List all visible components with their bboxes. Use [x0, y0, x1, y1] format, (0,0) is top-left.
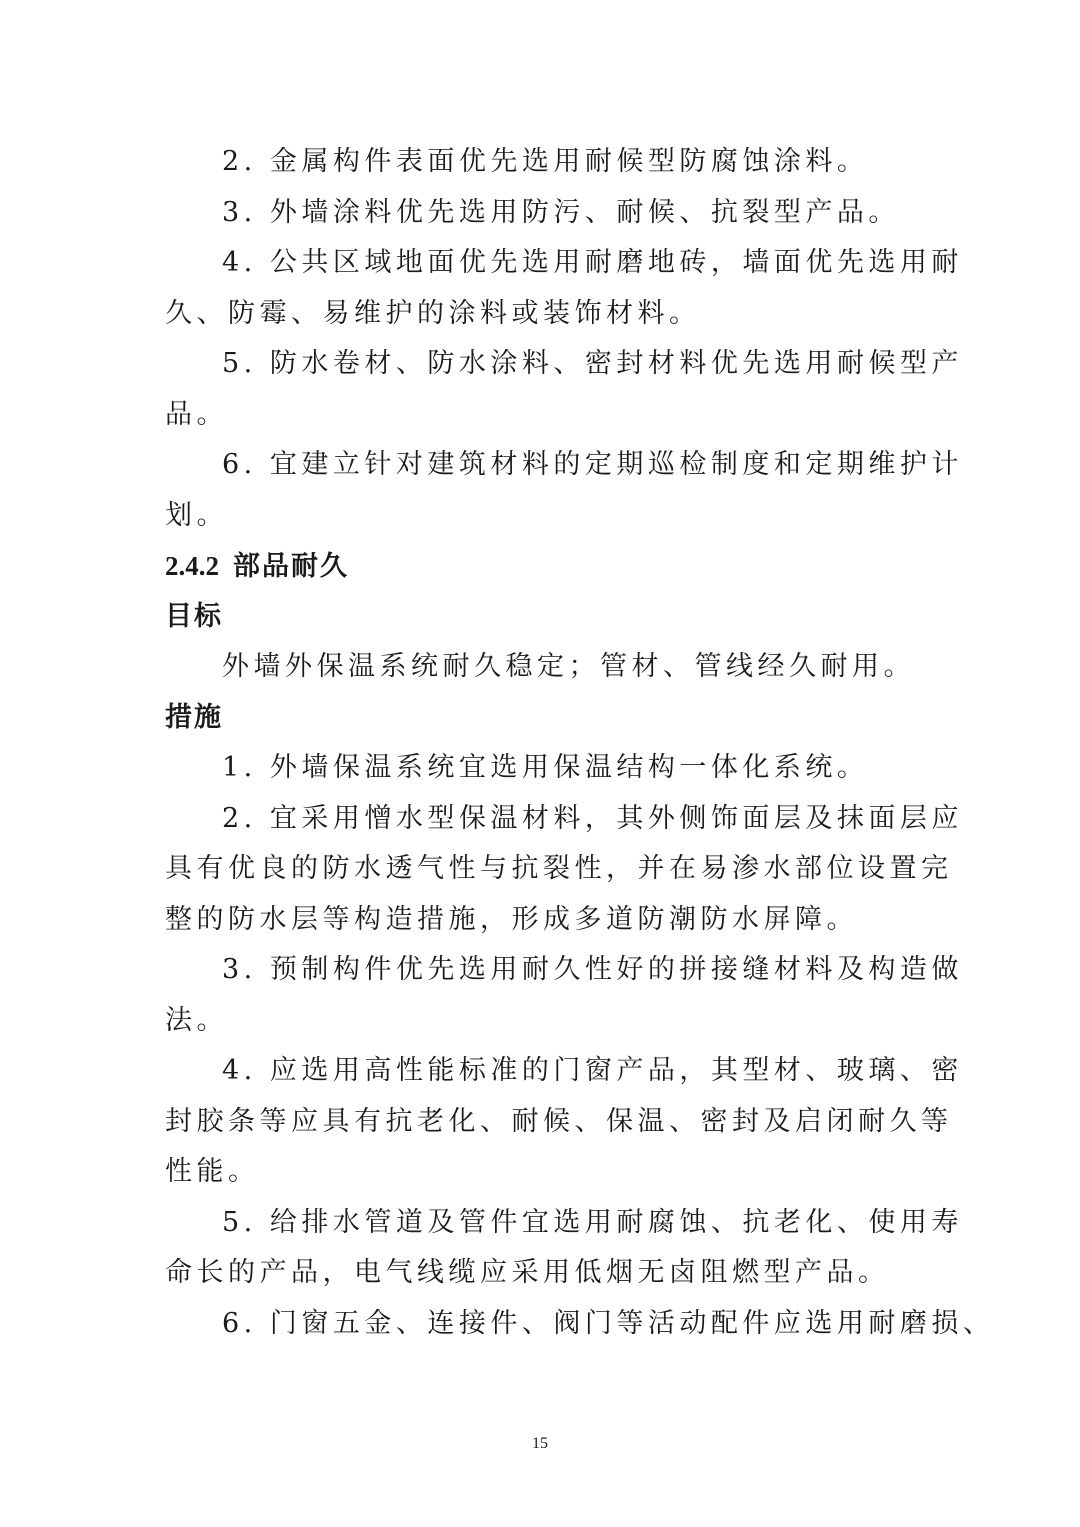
text-line: 命长的产品，电气线缆应采用低烟无卤阻燃型产品。 — [165, 1257, 890, 1288]
text-line: 具有优良的防水透气性与抗裂性，并在易渗水部位设置完 — [165, 853, 953, 884]
text-line: 3. 外墙涂料优先选用防污、耐候、抗裂型产品。 — [222, 196, 900, 228]
text-line: 2. 金属构件表面优先选用耐候型防腐蚀涂料。 — [222, 146, 869, 177]
goal-text: 外墙外保温系统耐久稳定；管材、管线经久耐用。 — [222, 651, 915, 682]
measure-item-1 — [165, 743, 915, 794]
paragraph-material-4 — [165, 238, 963, 339]
measure-item-6 — [165, 1299, 995, 1350]
paragraph-material-2 — [165, 137, 915, 188]
text-line: 性能。 — [165, 1156, 260, 1187]
goal-heading: 目标 — [165, 600, 223, 632]
text-line: 5. 给排水管道及管件宜选用耐腐蚀、抗老化、使用寿 — [222, 1206, 963, 1238]
section-heading — [165, 541, 915, 592]
measures-heading: 措施 — [165, 701, 223, 733]
page-number: 15 — [532, 1435, 548, 1452]
text-line: 2. 宜采用憎水型保温材料，其外侧饰面层及抹面层应 — [222, 802, 963, 834]
text-line: 法。 — [165, 1004, 228, 1036]
measure-item-2 — [165, 794, 963, 946]
text-line: 久、防霉、易维护的涂料或装饰材料。 — [165, 297, 701, 329]
text-line: 整的防水层等构造措施，形成多道防潮防水屏障。 — [165, 903, 858, 935]
measure-item-3 — [165, 945, 963, 1046]
text-line: 6. 宜建立针对建筑材料的定期巡检制度和定期维护计 — [222, 449, 963, 480]
text-line: 划。 — [165, 499, 228, 531]
section-number: 2.4.2 — [165, 551, 219, 581]
text-line: 4. 应选用高性能标准的门窗产品，其型材、玻璃、密 — [222, 1055, 963, 1086]
paragraph-material-6 — [165, 440, 963, 541]
measure-item-4 — [165, 1046, 963, 1198]
paragraph-material-3 — [165, 188, 915, 239]
document-body — [165, 137, 995, 1349]
text-line: 3. 预制构件优先选用耐久性好的拼接缝材料及构造做 — [222, 954, 963, 985]
text-line: 6. 门窗五金、连接件、阀门等活动配件应选用耐磨损、 — [222, 1307, 995, 1339]
text-line: 5. 防水卷材、防水涂料、密封材料优先选用耐候型产 — [222, 348, 963, 379]
text-line: 封胶条等应具有抗老化、耐候、保温、密封及启闭耐久等 — [165, 1105, 953, 1137]
text-line: 4. 公共区域地面优先选用耐磨地砖，墙面优先选用耐 — [222, 247, 963, 278]
section-title: 部品耐久 — [233, 551, 349, 582]
paragraph-material-5 — [165, 339, 963, 440]
text-line: 品。 — [165, 398, 228, 430]
measure-item-5 — [165, 1198, 963, 1299]
text-line: 1. 外墙保温系统宜选用保温结构一体化系统。 — [222, 752, 869, 783]
